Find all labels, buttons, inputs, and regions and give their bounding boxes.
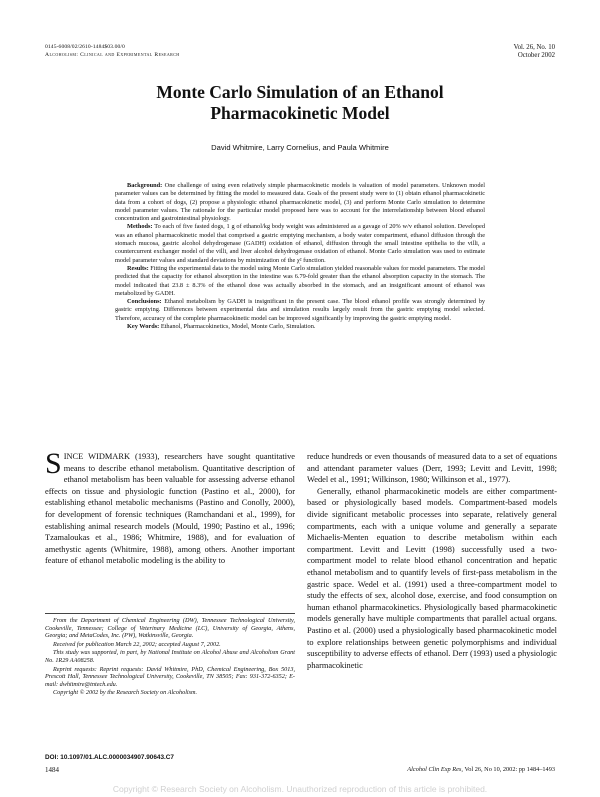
background-label: Background:: [127, 182, 163, 189]
conclusions-text: Ethanol metabolism by GADH is insignificant in the present case. The blood ethanol profile was strongly determined by gastric emptying. Differences between experimental data and simulation results largely result from the gastric emptying model selected. Therefore, accuracy of the complete pharmacokinetic model can be improved significantly by improving the gastric emptying model.: [115, 298, 485, 322]
abstract: [115, 182, 485, 331]
citation-journal: Alcohol Clin Exp Res,: [407, 766, 463, 773]
journal-name: Alcoholism: Clinical and Experimental Research: [45, 51, 180, 58]
footer-citation: [407, 766, 555, 773]
abstract-keywords: [115, 323, 485, 331]
affiliation-note: From the Department of Chemical Engineering (DW), Tennessee Technological University, Cookeville, Tennessee; College of Veterinary Medicine (LC), University of Georgia, Athens, Georgia; and MetaCodes, Inc. (PW), Watkinsville, Georgia.: [45, 617, 295, 640]
issn-line: 0145-6008/02/2610-1484$03.00/0: [45, 44, 125, 50]
title-line-2: Pharmacokinetic Model: [210, 103, 390, 123]
abstract-conclusions: [115, 298, 485, 323]
background-text: One challenge of using even relatively simple pharmacokinetic models is valuation of model parameters. Unknown model parameter values can be determined by fitting the model to measured data. Goals of the present study were to (1) obtain ethanol pharmacokinetic data from a cohort of dogs, (2) propose a physiologic ethanol pharmacokinetic model, (3) and perform Monte Carlo simulation to determine model parameter values. The rationale for the particular model proposed here was to account for the interrelationship between blood ethanol concentration and gastrointestinal physiology.: [115, 182, 486, 223]
doi: DOI: 10.1097/01.ALC.0000034907.90643.C7: [45, 754, 174, 761]
drop-cap: S: [45, 447, 62, 480]
keywords-text: Ethanol, Pharmacokinetics, Model, Monte Carlo, Simulation.: [160, 323, 316, 331]
paper-title: [40, 82, 560, 124]
page-number: 1484: [45, 766, 59, 774]
abstract-results: [115, 265, 485, 298]
issue-date: October 2002: [517, 52, 555, 59]
journal-header-left: [45, 44, 180, 59]
footnotes: [45, 613, 295, 698]
received-note: Received for publication March 22, 2002; accepted August 7, 2002.: [53, 640, 221, 648]
methods-label: Methods:: [127, 223, 153, 231]
abstract-methods: [115, 223, 485, 264]
intro-paragraph: [45, 447, 295, 567]
results-label: Results:: [127, 264, 149, 272]
right-paragraph-2: Generally, ethanol pharmacokinetic models are either compartment-based or physiologically based models. Compartment-based models divide significant metabolic processes into separate, relatively general compartments, each with a unique volume and generally a separate Michaelis-Menten equation to describe metabolism within each compartment. Levitt and Levitt (1998) successfully used a two-compartment model to relate blood ethanol concentration and hepatic ethanol metabolism and to quantify levels of first-pass metabolism in the gastric space. Wedel et al. (1991) used a three-compartment model to study the effects of sex, alcohol dose, exercise, and food consumption on human ethanol pharmacokinetics. Physiologically based pharmacokinetic models generally have multiple compartments that parallel actual organs. Pastino et al. (2000) used a physiologically based pharmacokinetic model to explore relationships between genetic polymorphisms and individual susceptibility to adverse effects of ethanol. Derr (1993) used a physiologic pharmacokinetic: [307, 486, 557, 670]
body-column-right: [307, 451, 557, 671]
reprint-note: Reprint requests: Reprint requests: David Whitmire, PhD, Chemical Engineering, Box 5013, Prescott Hall, Tennessee Technological University, Cookeville, TN 38505; Fax: 931-372-6352; E-mail: dwhitmire@tntech.edu.: [45, 665, 295, 688]
body-column-left: [45, 447, 295, 567]
copyright-note: Copyright © 2002 by the Research Society on Alcoholism.: [53, 689, 198, 697]
right-paragraph-1: reduce hundreds or even thousands of measured data to a set of equations and attendant parameter values (Derr, 1993; Levitt and Levitt, 1998; Wedel et al., 1991; Wilkinson, 1980; Wilkinson et al., 1977).: [307, 452, 557, 485]
methods-text: To each of five fasted dogs, 1 g of ethanol/kg body weight was administered as a gavage of 20% w/v ethanol solution. Developed was an ethanol pharmacokinetic model that comprised a gastric emptying mechanism, a body water compartment, ethanol diffusion through the stomach mucosa, gastric alcohol dehydrogenase (GADH) oxidation of ethanol, diffusion through the small intestine epithelia to the villi, a countercurrent exchanger model of the villi, and liver alcohol dehydrogenase oxidation of ethanol. Monte Carlo simulation was used to estimate model parameter values and standard deviations by minimization of the χ² function.: [115, 223, 485, 264]
keywords-label: Key Words:: [127, 323, 160, 331]
citation-details: Vol 26, No 10, 2002: pp 1484–1493: [464, 766, 555, 773]
results-text: Fitting the experimental data to the model using Monte Carlo simulation yielded reasonable values for model parameters. The model predicted that the capacity for ethanol absorption in the intestine was 6.79-fold greater than the ethanol absorption capacity in the stomach. The model indicated that 23.8 ± 8.3% of the ethanol dose was actually absorbed in the stomach, and an insignificant amount of ethanol was metabolized by GADH.: [115, 264, 485, 297]
conclusions-label: Conclusions:: [127, 298, 162, 306]
title-line-1: Monte Carlo Simulation of an Ethanol: [156, 82, 444, 102]
intro-text: INCE WIDMARK (1933), researchers have sought quantitative means to describe ethanol metabolism. Quantitative description of ethanol metabolism has been valuable for assessing adverse ethanol effects on tissue and physiologic function (Pastino et al., 2000), for establishing ethanol metabolic mechanisms (Pastino and Conolly, 2000), for development of forensic techniques (Ramchandani et al., 1999), for establishing animal research models (Mould, 1990; Pastino et al., 1996; Tzamaloukas et al., 1986; Whitmire, 1988), and for evaluation of amethystic agents (Whitmire, 1988), among others. Another important feature of ethanol metabolic modeling is the ability to: [45, 452, 295, 566]
author-list: David Whitmire, Larry Cornelius, and Paula Whitmire: [211, 143, 389, 152]
abstract-background: [115, 182, 485, 223]
volume-line: Vol. 26, No. 10: [513, 44, 555, 51]
support-note: This study was supported, in part, by National Institute on Alcohol Abuse and Alcoholism Grant No. 1R29 AA08258.: [45, 649, 295, 664]
copyright-watermark: Copyright © Research Society on Alcoholism. Unauthorized reproduction of this article is prohibited.: [112, 784, 488, 794]
journal-header-right: [514, 44, 555, 60]
